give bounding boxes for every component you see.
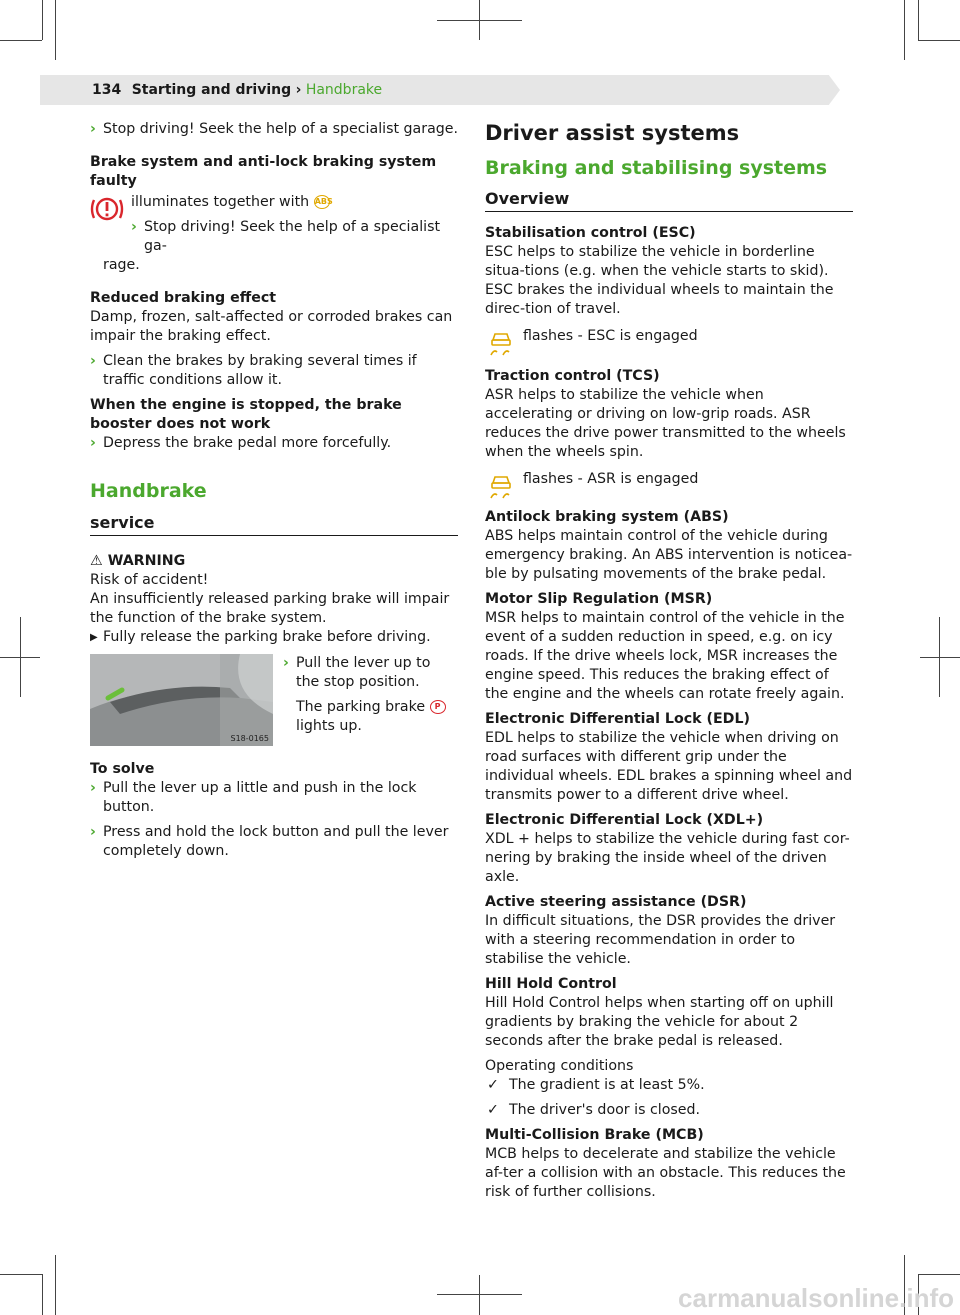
abs-lamp-icon: ABS xyxy=(314,195,330,209)
asr-lamp-icon xyxy=(487,472,515,500)
bullet-icon: › xyxy=(283,655,289,671)
parking-brake-lamp-icon: P xyxy=(430,700,446,714)
section-heading: Electronic Differential Lock (EDL) xyxy=(485,711,750,727)
bullet-icon: › xyxy=(90,435,96,451)
section-heading: Active steering assistance (DSR) xyxy=(485,894,747,910)
chapter-heading: Handbrake xyxy=(90,480,207,502)
breadcrumb-subsection[interactable]: Handbrake xyxy=(305,82,383,98)
chapter-heading: Braking and stabilising systems xyxy=(485,157,828,179)
bullet-icon: › xyxy=(90,353,96,369)
instruction-text: rage. xyxy=(103,257,140,273)
list-item: › Clean the brakes by braking several times if traffic conditions allow it. xyxy=(90,353,417,388)
subsection-heading: Overview xyxy=(485,189,853,212)
paragraph: Hill Hold Control helps when starting off on uphill gradients by braking the vehicle for about 2 seconds after the brake pedal is released. xyxy=(485,995,834,1049)
page-title: Driver assist systems xyxy=(485,121,740,145)
list-item xyxy=(90,120,458,139)
paragraph: Operating conditions xyxy=(485,1058,634,1074)
warning-action: ▶ Fully release the parking brake before driving. xyxy=(90,629,431,645)
lamp-description: flashes - ESC is engaged xyxy=(523,328,698,344)
lamp-row xyxy=(485,470,853,504)
instruction-text: Stop driving! Seek the help of a specialist garage. xyxy=(103,121,459,137)
breadcrumb-section[interactable]: Starting and driving xyxy=(131,82,292,98)
bullet-icon: › xyxy=(90,121,96,137)
arrow-icon: ▶ xyxy=(90,632,98,643)
section-heading: Hill Hold Control xyxy=(485,976,617,992)
list-item: ✓ The gradient is at least 5%. xyxy=(487,1077,705,1093)
breadcrumb xyxy=(92,82,382,98)
right-column xyxy=(485,120,853,1208)
list-item: › Pull the lever up to the stop position. xyxy=(283,655,431,690)
paragraph: Damp, frozen, salt-affected or corroded brakes can impair the braking effect. xyxy=(90,309,453,344)
to-solve-section xyxy=(90,760,458,867)
paragraph: ESC helps to stabilize the vehicle in borderline situa-tions (e.g. when the vehicle starts to skid). ESC brakes the individual wheels to maintain the direc-tion of travel. xyxy=(485,244,834,317)
section-heading: Electronic Differential Lock (XDL+) xyxy=(485,812,764,828)
left-column xyxy=(90,120,459,859)
lamp-description: flashes - ASR is engaged xyxy=(523,471,699,487)
section-heading: Stabilisation control (ESC) xyxy=(485,225,696,241)
check-icon: ✓ xyxy=(487,1102,499,1118)
breadcrumb-separator: › xyxy=(295,82,302,98)
paragraph: In difficult situations, the DSR provides the driver with a steering recommendation in order to stabilise the vehicle. xyxy=(485,913,836,967)
warning-text: An insufficiently released parking brake will impair the function of the brake system. xyxy=(90,591,450,626)
page-number: 134 xyxy=(92,82,122,98)
paragraph: XDL + helps to stabilize the vehicle during fast cor-nering by braking the inside wheel of the driven axle. xyxy=(485,831,850,885)
section-heading: Reduced braking effect xyxy=(90,290,277,306)
warning-title: WARNING xyxy=(107,553,186,569)
section-heading: Brake system and anti-lock braking system faulty xyxy=(90,154,437,189)
list-item: › Press and hold the lock button and pull the lever completely down. xyxy=(90,824,449,859)
esc-lamp-icon xyxy=(487,329,515,357)
lamp-description: illuminates together with ABS xyxy=(131,194,333,210)
check-icon: ✓ xyxy=(487,1077,499,1093)
section-heading: To solve xyxy=(90,761,155,777)
bullet-icon: › xyxy=(131,219,137,235)
lamp-row xyxy=(485,327,853,361)
paragraph: MCB helps to decelerate and stabilize the vehicle af-ter a collision with an obstacle. This reduces the risk of further collisions. xyxy=(485,1146,846,1200)
paragraph: The parking brake P lights up. xyxy=(296,698,458,736)
back-up-steps xyxy=(283,654,458,742)
warning-lamp-row xyxy=(90,193,458,256)
section-heading: Antilock braking system (ABS) xyxy=(485,509,729,525)
brake-warning-icon xyxy=(90,194,124,224)
warning-triangle-icon: ⚠ xyxy=(90,553,103,569)
bullet-icon: › xyxy=(90,824,96,840)
section-heading: Traction control (TCS) xyxy=(485,368,660,384)
watermark: carmanualsonline.info xyxy=(678,1283,954,1313)
section-heading: When the engine is stopped, the brake booster does not work xyxy=(90,397,402,432)
subsection-heading: service xyxy=(90,513,458,536)
paragraph: ABS helps maintain control of the vehicle during emergency braking. An ABS intervention is noticea-ble by pulsating movements of the brake pedal. xyxy=(485,528,853,582)
paragraph: MSR helps to maintain control of the vehicle in the event of a sudden reduction in speed, e.g. on icy roads. If the drive wheels lock, MSR increases the engine speed. This reduces the braking effect of the engine and the wheels can rotate freely again. xyxy=(485,610,845,702)
handbrake-image xyxy=(90,654,273,746)
list-item: ✓ The driver's door is closed. xyxy=(487,1102,701,1118)
list-item: › Pull the lever up a little and push in the lock button. xyxy=(90,780,417,815)
warning-box xyxy=(90,552,458,647)
figure-label: S18-0165 xyxy=(230,734,269,743)
list-item: › Stop driving! Seek the help of a specialist ga- xyxy=(131,219,441,254)
warning-text: Risk of accident! xyxy=(90,572,209,588)
bullet-icon: › xyxy=(90,780,96,796)
section-heading: Multi-Collision Brake (MCB) xyxy=(485,1127,704,1143)
paragraph: ASR helps to stabilize the vehicle when accelerating or driving on low-grip roads. ASR reduces the drive power transmitted to the wheels when the wheels spin. xyxy=(485,387,846,460)
handbrake-photo xyxy=(90,654,273,746)
list-item: › Depress the brake pedal more forcefully. xyxy=(90,435,392,451)
paragraph: EDL helps to stabilize the vehicle when driving on road surfaces with different grip under the individual wheels. EDL brakes a spinning wheel and transmits power to a different drive wheel. xyxy=(485,730,853,803)
section-heading: Motor Slip Regulation (MSR) xyxy=(485,591,713,607)
